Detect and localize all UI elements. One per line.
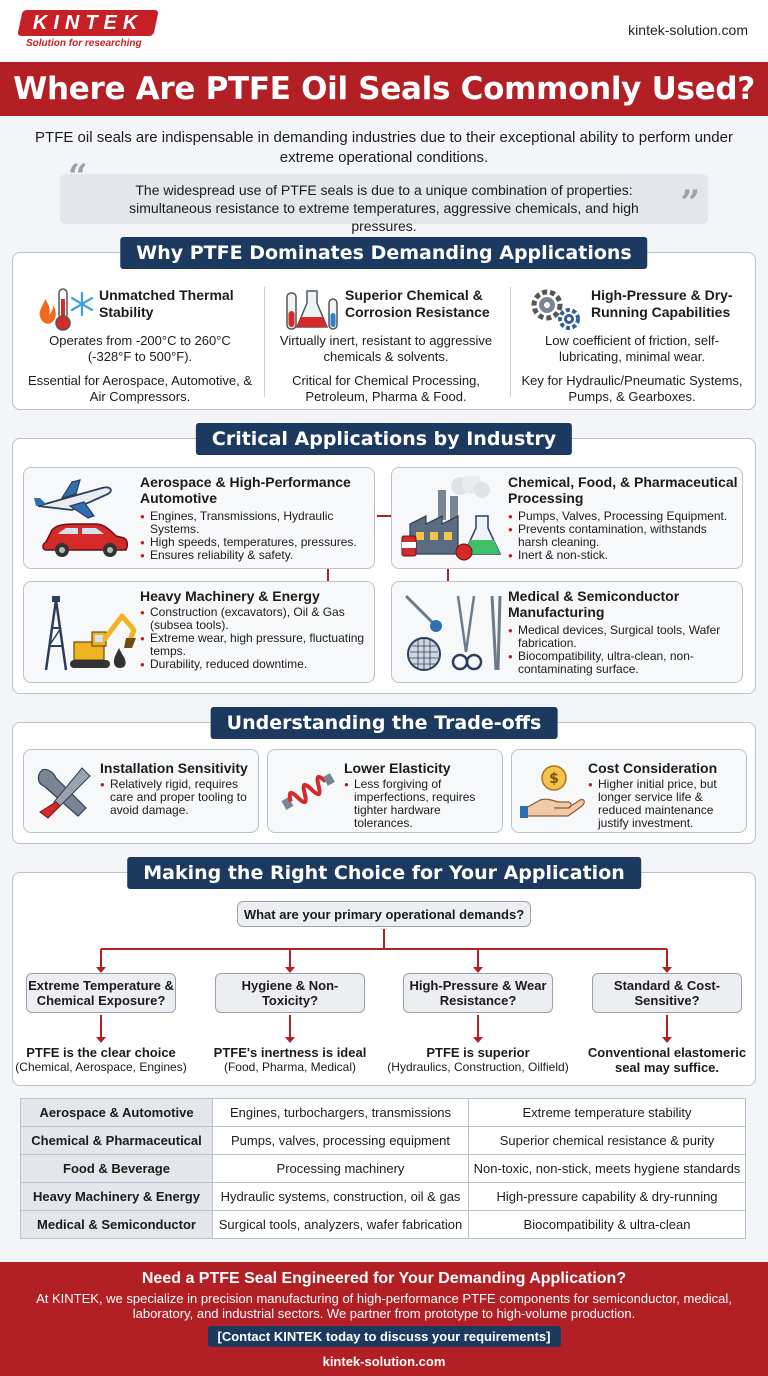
result-detail: (Food, Pharma, Medical) — [223, 1060, 357, 1074]
table-row — [21, 1183, 746, 1211]
intro-text: PTFE oil seals are indispensable in demanding industries due to their exceptional ability to perform under extreme operational conditions. — [35, 129, 733, 166]
excavator-oil-rig-icon — [32, 590, 140, 676]
tradeoff-card-installation — [23, 749, 259, 833]
list-item: ● Extreme wear, high pressure, fluctuating temps. — [140, 632, 372, 658]
open-quote-icon: “ — [68, 157, 88, 197]
wrench-screwdriver-icon — [32, 762, 98, 820]
tradeoff-title: Cost Consideration — [588, 760, 718, 776]
industry-bullets — [140, 606, 372, 671]
kintek-logo[interactable] — [20, 10, 160, 52]
tradeoff-bullets — [344, 778, 502, 830]
feature-note: Key for Hydraulic/Pneumatic Systems, Pumps, & Gearboxes. — [521, 373, 743, 404]
industry-heading: Critical Applications by Industry — [196, 423, 572, 455]
table-row — [21, 1211, 746, 1239]
industry-card-aerospace — [23, 467, 375, 569]
choice-heading: Making the Right Choice for Your Application — [127, 857, 641, 889]
tradeoff-card-cost — [511, 749, 747, 833]
top-bar — [0, 0, 768, 62]
table-cell-industry: Chemical & Pharmaceutical — [21, 1127, 213, 1155]
page-title: Where Are PTFE Oil Seals Commonly Used? — [13, 71, 755, 107]
table-cell-benefit: Superior chemical resistance & purity — [469, 1127, 746, 1155]
tradeoff-card-elasticity — [267, 749, 503, 833]
quote-text: The widespread use of PTFE seals is due to a unique combination of properties: simultaneous resistance to extreme temperatures, aggressive chemicals, and high pressures. — [129, 182, 639, 234]
table-cell-industry: Heavy Machinery & Energy — [21, 1183, 213, 1211]
flask-icon — [281, 285, 339, 333]
list-item: ● Higher initial price, but longer service life & reduced maintenance justify investment. — [588, 778, 746, 830]
option-temperature-chemical[interactable]: Extreme Temperature & Chemical Exposure? — [26, 973, 176, 1013]
feature-desc: Low coefficient of friction, self-lubricating, minimal wear. — [545, 333, 719, 364]
thermometer-snowflake-icon — [35, 285, 93, 333]
choice-section — [12, 862, 756, 1086]
table-cell-benefit: Non-toxic, non-stick, meets hygiene standards — [469, 1155, 746, 1183]
result-headline: PTFE is superior — [426, 1045, 530, 1060]
brand-name: KINTEK — [32, 11, 144, 34]
feature-note: Critical for Chemical Processing, Petroleum, Pharma & Food. — [292, 373, 480, 404]
footer-title: Need a PTFE Seal Engineered for Your Demanding Application? — [141, 1270, 627, 1287]
close-quote-icon: ” — [680, 183, 700, 223]
feature-desc: Virtually inert, resistant to aggressive chemicals & solvents. — [279, 333, 493, 364]
tradeoff-bullets — [100, 778, 258, 817]
why-ptfe-section — [12, 242, 756, 410]
footer-cta-banner — [0, 1262, 768, 1376]
site-url[interactable]: kintek-solution.com — [628, 22, 748, 38]
feature-thermal — [21, 283, 259, 405]
table-cell-industry: Medical & Semiconductor — [21, 1211, 213, 1239]
divider — [510, 287, 511, 397]
airplane-car-icon — [32, 476, 140, 562]
connector-line — [447, 567, 449, 581]
result-detail: (Hydraulics, Construction, Oilfield) — [387, 1060, 569, 1074]
list-item: ● Inert & non-stick. — [508, 549, 740, 562]
table-cell-components: Hydraulic systems, construction, oil & gas — [213, 1183, 469, 1211]
industry-title: Medical & Semiconductor Manufacturing — [508, 588, 680, 620]
feature-title: Superior Chemical & Corrosion Resistance — [345, 287, 490, 320]
feature-title: Unmatched Thermal Stability — [99, 287, 234, 320]
list-item: ● Relatively rigid, requires care and proper tooling to avoid damage. — [100, 778, 258, 817]
industry-bullets — [508, 510, 740, 562]
tradeoff-title: Installation Sensitivity — [100, 760, 248, 776]
quote-box — [60, 157, 708, 234]
industry-card-chemical — [391, 467, 743, 569]
table-cell-benefit: Extreme temperature stability — [469, 1099, 746, 1127]
list-item: ● Biocompatibility, ultra-clean, non-contaminating surface. — [508, 650, 740, 676]
footer-url[interactable]: kintek-solution.com — [322, 1354, 446, 1369]
industry-bullets — [140, 510, 372, 562]
result-headline: PTFE's inertness is ideal — [213, 1045, 367, 1060]
table-cell-industry: Aerospace & Automotive — [21, 1099, 213, 1127]
table-cell-components: Pumps, valves, processing equipment — [213, 1127, 469, 1155]
result-headline: PTFE is the clear choice — [26, 1045, 176, 1060]
result-standard — [575, 1045, 759, 1075]
industry-title: Aerospace & High-Performance Automotive — [140, 474, 351, 506]
feature-desc: Operates from -200°C to 260°C (-328°F to 500°F). — [49, 333, 231, 364]
list-item: ● Medical devices, Surgical tools, Wafer fabrication. — [508, 624, 740, 650]
feature-chemical — [267, 283, 505, 405]
industry-bullets — [508, 624, 740, 676]
industry-card-heavy — [23, 581, 375, 683]
table-row — [21, 1099, 746, 1127]
factory-flask-icon — [400, 476, 508, 562]
feature-pressure — [513, 283, 751, 405]
table-cell-industry: Food & Beverage — [21, 1155, 213, 1183]
connector-line — [377, 515, 391, 517]
applications-table — [20, 1098, 746, 1239]
primary-question: What are your primary operational demands? — [237, 901, 531, 927]
feature-note: Essential for Aerospace, Automotive, & Air Compressors. — [27, 373, 252, 404]
contact-button[interactable]: [Contact KINTEK today to discuss your requirements] — [208, 1326, 561, 1347]
tradeoffs-heading: Understanding the Trade-offs — [211, 707, 558, 739]
option-hygiene[interactable]: Hygiene & Non-Toxicity? — [215, 973, 365, 1013]
list-item: ● Durability, reduced downtime. — [140, 658, 372, 671]
gears-icon — [527, 285, 585, 333]
option-standard[interactable]: Standard & Cost-Sensitive? — [592, 973, 742, 1013]
table-row — [21, 1127, 746, 1155]
industry-card-medical — [391, 581, 743, 683]
industry-title: Chemical, Food, & Pharmaceutical Processing — [508, 474, 738, 506]
table-cell-benefit: Biocompatibility & ultra-clean — [469, 1211, 746, 1239]
table-cell-benefit: High-pressure capability & dry-running — [469, 1183, 746, 1211]
result-detail: (Chemical, Aerospace, Engines) — [15, 1060, 187, 1074]
svg-text:$: $ — [549, 771, 559, 787]
brand-tagline: Solution for researching — [26, 38, 142, 49]
coin-hand-icon — [520, 762, 586, 820]
footer-description: At KINTEK, we specialize in precision manufacturing of high-performance PTFE components for semiconductor, medical, laboratory, and industrial sectors. We partner from prototype to high-volume production. — [36, 1291, 732, 1321]
list-item: ● Construction (excavators), Oil & Gas (subsea tools). — [140, 606, 372, 632]
option-high-pressure[interactable]: High-Pressure & Wear Resistance? — [403, 973, 553, 1013]
surgical-tools-icon — [400, 590, 508, 676]
result-hygiene — [198, 1045, 382, 1075]
list-item: ● Prevents contamination, withstands harsh cleaning. — [508, 523, 740, 549]
list-item: ● Less forgiving of imperfections, requires tighter hardware tolerances. — [344, 778, 502, 830]
table-row — [21, 1155, 746, 1183]
result-high-pressure — [386, 1045, 570, 1075]
connector-line — [327, 567, 329, 581]
industry-section — [12, 428, 756, 694]
divider — [264, 287, 265, 397]
table-cell-components: Engines, turbochargers, transmissions — [213, 1099, 469, 1127]
why-ptfe-heading: Why PTFE Dominates Demanding Applications — [120, 237, 647, 269]
tradeoff-title: Lower Elasticity — [344, 760, 451, 776]
list-item: ● Ensures reliability & safety. — [140, 549, 372, 562]
tradeoff-bullets — [588, 778, 746, 830]
industry-title: Heavy Machinery & Energy — [140, 588, 320, 604]
table-cell-components: Surgical tools, analyzers, wafer fabrication — [213, 1211, 469, 1239]
result-temperature-chemical — [9, 1045, 193, 1075]
title-band — [0, 62, 768, 116]
list-item: ● High speeds, temperatures, pressures. — [140, 536, 372, 549]
table-cell-components: Processing machinery — [213, 1155, 469, 1183]
feature-title: High-Pressure & Dry-Running Capabilities — [591, 287, 733, 320]
spring-icon — [276, 762, 342, 820]
tradeoffs-section — [12, 712, 756, 844]
list-item: ● Engines, Transmissions, Hydraulic Systems. — [140, 510, 372, 536]
result-headline: Conventional elastomeric seal may suffice. — [587, 1045, 747, 1075]
list-item: ● Pumps, Valves, Processing Equipment. — [508, 510, 740, 523]
